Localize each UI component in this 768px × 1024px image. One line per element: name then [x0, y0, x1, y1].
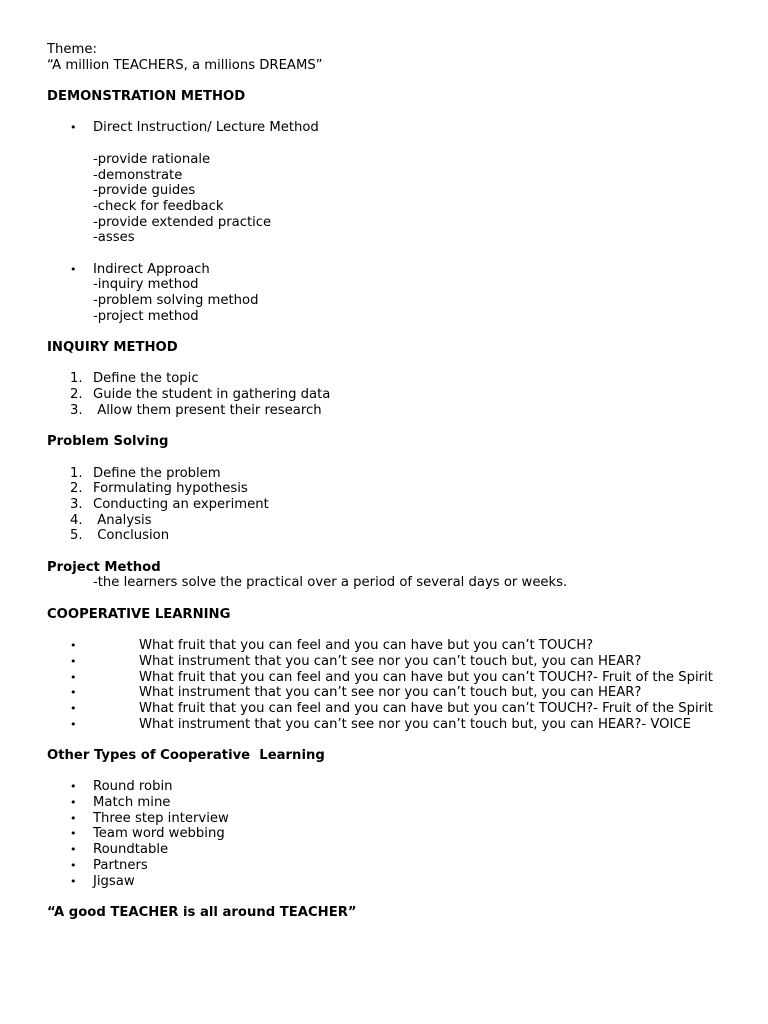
step-line: -provide guides	[93, 183, 196, 199]
bullet-icon: •	[70, 639, 77, 653]
step-line: -asses	[93, 230, 135, 246]
list-item	[47, 497, 737, 513]
closing-quote: “A good TEACHER is all around TEACHER”	[47, 904, 357, 920]
list-item	[47, 466, 737, 482]
list-item-text: What fruit that you can feel and you can have but you can’t TOUCH?- Fruit of the Spirit	[139, 669, 713, 685]
list-item-text: What fruit that you can feel and you can have but you can’t TOUCH?	[139, 638, 594, 654]
list-item	[47, 874, 737, 890]
list-number: 2.	[70, 481, 83, 497]
list-item	[47, 685, 737, 701]
bullet-icon: •	[70, 843, 77, 857]
step-line: -demonstrate	[93, 167, 183, 183]
other-types-heading: Other Types of Cooperative Learning	[47, 748, 325, 764]
list-number: 1.	[70, 465, 83, 481]
bullet-icon: •	[70, 717, 77, 731]
document-page	[47, 42, 737, 921]
list-item	[47, 513, 737, 529]
list-item	[47, 371, 737, 387]
list-item	[47, 528, 737, 544]
project-method-text: -the learners solve the practical over a period of several days or weeks.	[93, 575, 568, 591]
list-item-text: Analysis	[93, 512, 152, 528]
step-line: -check for feedback	[93, 198, 224, 214]
list-item-text: Partners	[93, 857, 148, 873]
list-item	[47, 670, 737, 686]
list-item-text: Conducting an experiment	[93, 496, 269, 512]
step-line: -provide extended practice	[93, 214, 272, 230]
list-item-text: What instrument that you can’t see nor you can’t touch but, you can HEAR?- VOICE	[139, 716, 691, 732]
list-item-text: Direct Instruction/ Lecture Method	[93, 120, 319, 136]
bullet-icon: •	[70, 811, 77, 825]
theme-text: “A million TEACHERS, a millions DREAMS”	[47, 57, 323, 73]
list-item-text: What instrument that you can’t see nor you can’t touch but, you can HEAR?	[139, 653, 642, 669]
list-item	[47, 701, 737, 717]
list-number: 4.	[70, 512, 83, 528]
bullet-icon: •	[70, 686, 77, 700]
problem-solving-heading: Problem Solving	[47, 434, 169, 450]
bullet-icon: •	[70, 827, 77, 841]
list-item	[47, 120, 737, 136]
list-number: 2.	[70, 387, 83, 403]
list-item	[47, 654, 737, 670]
list-item-text: What fruit that you can feel and you can have but you can’t TOUCH?- Fruit of the Spirit	[139, 700, 713, 716]
list-item-text: Indirect Approach	[93, 261, 210, 277]
demonstration-heading: DEMONSTRATION METHOD	[47, 89, 246, 105]
bullet-icon: •	[70, 796, 77, 810]
list-item	[47, 403, 737, 419]
theme-label: Theme:	[47, 42, 97, 57]
list-item-text: What instrument that you can’t see nor you can’t touch but, you can HEAR?	[139, 685, 642, 701]
list-item	[47, 811, 737, 827]
bullet-icon: •	[70, 262, 77, 276]
project-method-heading: Project Method	[47, 559, 161, 575]
step-line: -provide rationale	[93, 151, 211, 167]
list-number: 5.	[70, 528, 83, 544]
list-number: 3.	[70, 402, 83, 418]
list-item-text: Jigsaw	[93, 873, 135, 889]
approach-line: -inquiry method	[93, 277, 199, 293]
inquiry-heading: INQUIRY METHOD	[47, 340, 178, 356]
approach-line: -problem solving method	[93, 293, 259, 308]
list-item-text: Allow them present their research	[93, 402, 322, 418]
list-item-text: Conclusion	[93, 528, 170, 544]
list-number: 1.	[70, 371, 83, 387]
list-item	[47, 795, 737, 811]
list-item-text: Guide the student in gathering data	[93, 387, 331, 403]
approach-line: -project method	[93, 308, 199, 324]
list-item-text: Match mine	[93, 795, 171, 811]
list-item	[47, 842, 737, 858]
list-item-text: Roundtable	[93, 842, 169, 858]
list-item	[47, 858, 737, 874]
list-item-text: Formulating hypothesis	[93, 481, 248, 497]
bullet-icon: •	[70, 858, 77, 872]
list-item-text: Three step interview	[93, 810, 229, 826]
list-item-text: Define the topic	[93, 371, 199, 387]
bullet-icon: •	[70, 780, 77, 794]
list-item	[47, 717, 737, 733]
list-item	[47, 387, 737, 403]
list-item-text: Define the problem	[93, 465, 221, 481]
list-item	[47, 262, 737, 278]
list-item-text: Round robin	[93, 779, 173, 795]
list-number: 3.	[70, 496, 83, 512]
bullet-icon: •	[70, 121, 77, 135]
list-item	[47, 481, 737, 497]
list-item	[47, 779, 737, 795]
bullet-icon: •	[70, 654, 77, 668]
cooperative-learning-heading: COOPERATIVE LEARNING	[47, 606, 231, 622]
list-item-text: Team word webbing	[93, 826, 225, 842]
bullet-icon: •	[70, 874, 77, 888]
list-item	[47, 826, 737, 842]
bullet-icon: •	[70, 670, 77, 684]
bullet-icon: •	[70, 701, 77, 715]
list-item	[47, 638, 737, 654]
